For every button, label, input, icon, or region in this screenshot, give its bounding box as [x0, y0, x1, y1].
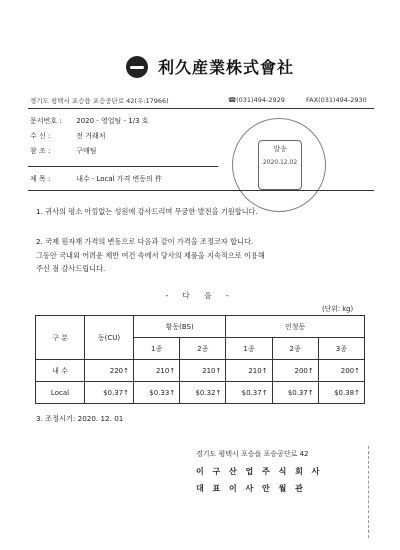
- section-heading: - 다 음 -: [165, 291, 235, 300]
- company-address: 경기도 평택시 포승읍 포승공단로 42(우:17966): [30, 97, 169, 105]
- subject-row: [30, 174, 162, 184]
- paragraph-2-line-2: 그동안 국내외 어려운 제반 여건 속에서 당사의 제품을 지속적으로 이용해: [36, 251, 265, 260]
- footer-ceo: 대 표 이 사 안 월 관: [196, 484, 306, 493]
- header-gubun: 구 분: [36, 316, 85, 360]
- recipient-row: [30, 131, 106, 141]
- stamp-date: 2020.12.02: [262, 159, 298, 166]
- cell-ph1: $0.37↑: [226, 382, 272, 404]
- footer-company: 이 구 산 업 주 식 회 사: [196, 467, 323, 476]
- company-name: 利久産業株式會社: [158, 58, 295, 77]
- header-cu: 동(CU): [85, 316, 134, 360]
- paragraph-1: 1. 귀사의 평소 아낌없는 성원에 감사드리며 무궁한 발전을 기원합니다.: [36, 207, 258, 216]
- header-ph: 인청동: [226, 316, 365, 338]
- price-table: [35, 315, 365, 404]
- subject-value: 내수 · Local 가격 변동의 件: [76, 175, 163, 183]
- header-bs-1: 1종: [134, 338, 180, 360]
- header-bs-2: 2종: [180, 338, 226, 360]
- cell-bs2: 210↑: [180, 360, 226, 382]
- row-label: Local: [36, 382, 85, 404]
- paragraph-2-line-3: 주신 점 감사드립니다.: [36, 264, 106, 273]
- cell-bs1: $0.33↑: [134, 382, 180, 404]
- doc-number-value: 2020 - 영업팀 - 1/3 호: [76, 117, 149, 125]
- company-tel: ☎(031)494-2929: [228, 96, 285, 104]
- subject-divider: [28, 190, 374, 191]
- cell-cu: $0.37↑: [85, 382, 134, 404]
- cell-cu: 220↑: [85, 360, 134, 382]
- recipient-label: 수 신 :: [30, 132, 51, 140]
- paragraph-2-line-1: 2. 국제 원자재 가격의 변동으로 다음과 같이 가격을 조정코자 합니다.: [36, 237, 254, 246]
- subject-label: 제 목 :: [30, 175, 51, 183]
- adjustment-date: 3. 조정시기: 2020. 12. 01: [36, 414, 124, 423]
- cell-ph3: 200↑: [318, 360, 364, 382]
- cell-ph3: $0.38↑: [318, 382, 364, 404]
- doc-number-row: [30, 116, 149, 126]
- cell-ph2: 200↑: [272, 360, 318, 382]
- header-ph-1: 1종: [226, 338, 272, 360]
- header-bs: 황동(BS): [134, 316, 226, 338]
- cell-bs2: $0.32↑: [180, 382, 226, 404]
- unit-label: (단위: kg): [322, 305, 354, 313]
- header-divider: [28, 108, 374, 109]
- stamp-title: 발송: [273, 145, 287, 153]
- table-row: [36, 360, 365, 382]
- company-fax: FAX(031)494-2930: [306, 96, 367, 104]
- table-row: [36, 382, 365, 404]
- seal-area: [326, 446, 369, 538]
- cc-row: [30, 146, 97, 156]
- cc-label: 참 조 :: [30, 147, 51, 155]
- header-ph-2: 2종: [272, 338, 318, 360]
- footer-address: 경기도 평택시 포승읍 포승공단로 42: [196, 450, 309, 458]
- meta-divider: [28, 166, 218, 167]
- doc-number-label: 문서번호 :: [30, 117, 62, 125]
- company-logo-icon: [126, 56, 148, 78]
- cell-bs1: 210↑: [134, 360, 180, 382]
- stamp-center: [258, 140, 302, 190]
- recipient-value: 전 거래처: [76, 132, 106, 140]
- cell-ph1: 210↑: [226, 360, 272, 382]
- cc-value: 구매팀: [76, 147, 97, 155]
- header-ph-3: 3종: [318, 338, 364, 360]
- row-label: 내 수: [36, 360, 85, 382]
- cell-ph2: $0.37↑: [272, 382, 318, 404]
